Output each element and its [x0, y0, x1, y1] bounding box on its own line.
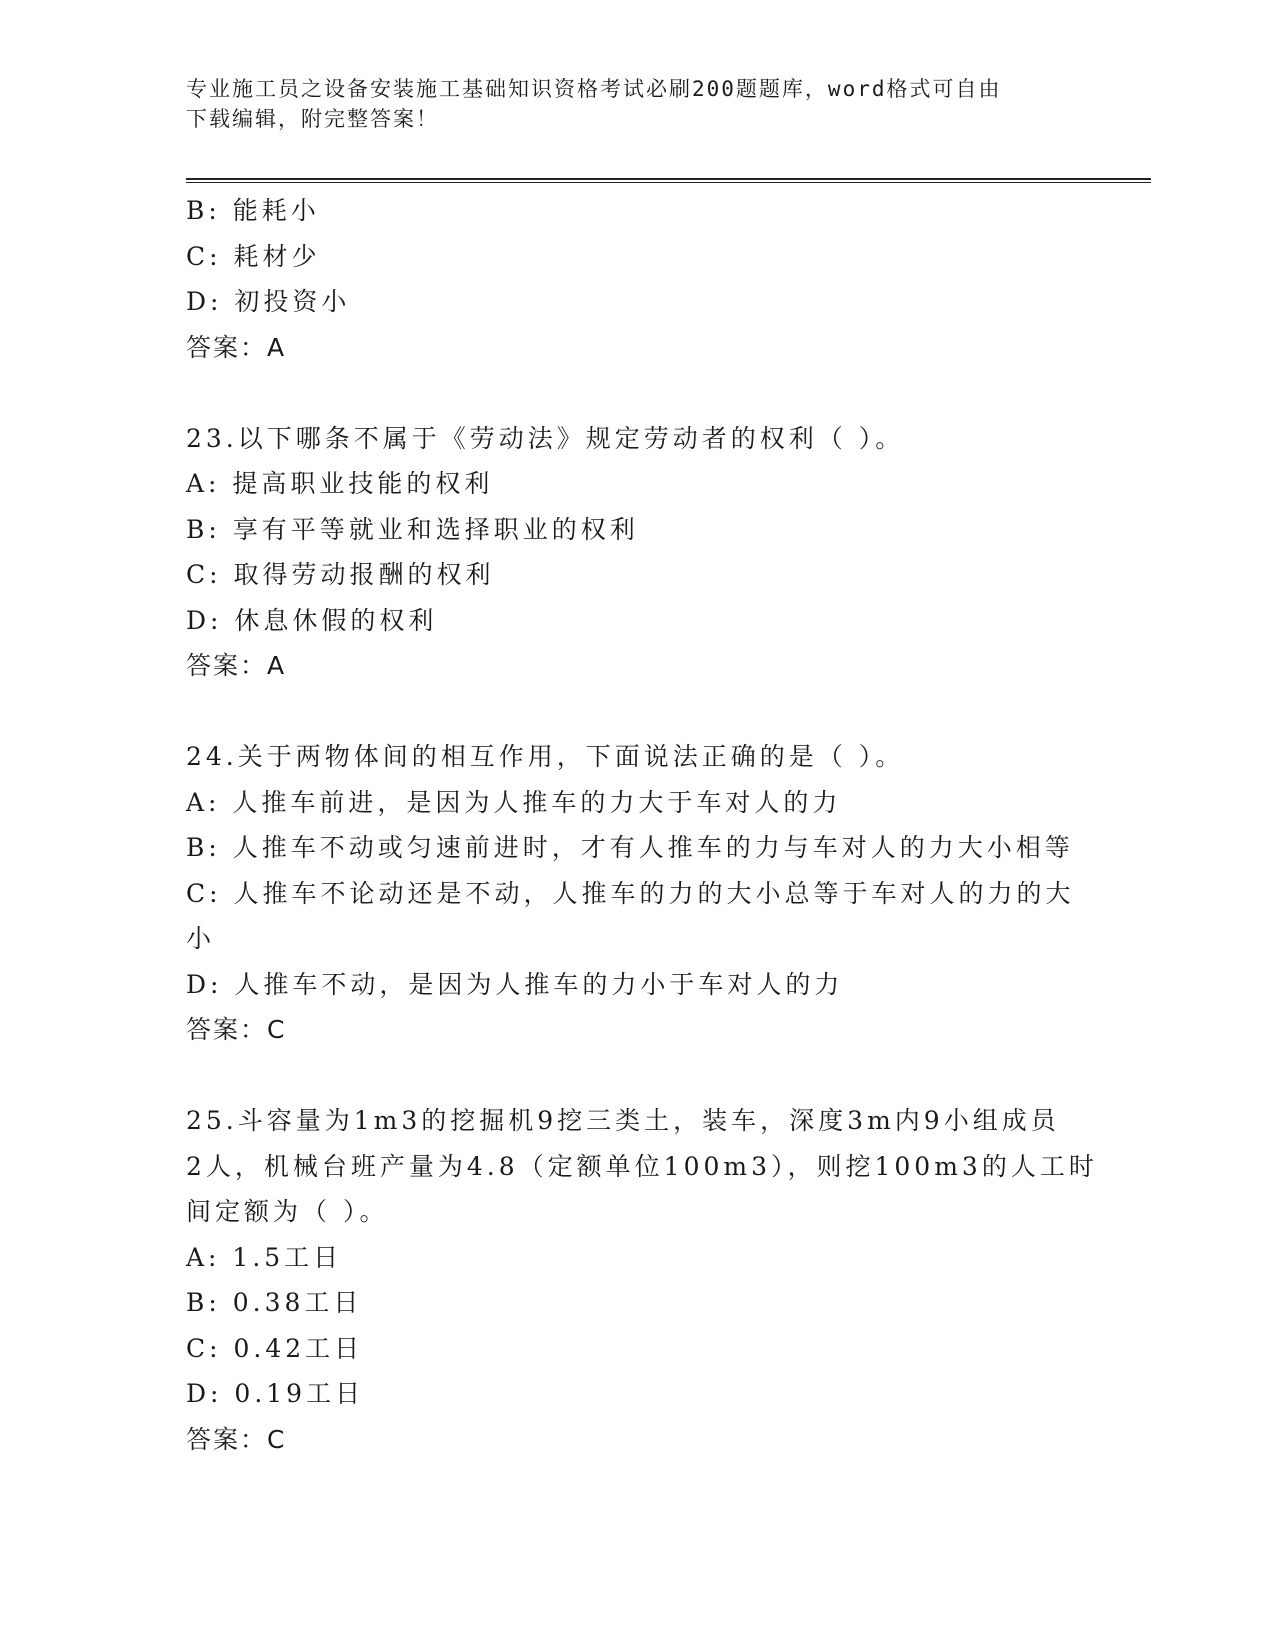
- question-text-line-2: 2人，机械台班产量为4.8（定额单位100m3），则挖100m3的人工时: [186, 1151, 1098, 1181]
- option-d: D: 人推车不动，是因为人推车的力小于车对人的力: [186, 969, 844, 999]
- option-c-line-2: 小: [186, 924, 216, 953]
- answer: 答案：C: [186, 1015, 287, 1044]
- answer: 答案：A: [186, 332, 287, 362]
- spacer: [186, 370, 1086, 416]
- option-c-line-1: C: 人推车不论动还是不动，人推车的力的大小总等于车对人的力的大: [186, 878, 1075, 908]
- question-23: [186, 416, 1086, 689]
- document-header: [186, 74, 1066, 134]
- question-24: [186, 734, 1086, 1053]
- option-a: A: 人推车前进，是因为人推车的力大于车对人的力: [186, 787, 842, 817]
- option-c: C: 0.42工日: [186, 1333, 364, 1363]
- option-d: D: 休息休假的权利: [186, 605, 438, 635]
- question-text-line-3: 间定额为（ ）。: [186, 1197, 389, 1226]
- option-b: B: 能耗小: [186, 196, 320, 225]
- question-content: [186, 188, 1098, 1462]
- question-text: 24.关于两物体间的相互作用，下面说法正确的是（ ）。: [186, 742, 905, 771]
- answer: 答案：C: [186, 1424, 287, 1454]
- option-b: B: 0.38工日: [186, 1288, 363, 1317]
- spacer: [186, 689, 1086, 735]
- header-line-1: 专业施工员之设备安装施工基础知识资格考试必刷200题题库，word格式可自由: [186, 77, 1002, 101]
- option-b: B: 人推车不动或匀速前进时，才有人推车的力与车对人的力大小相等: [186, 833, 1074, 862]
- option-a: A: 提高职业技能的权利: [186, 469, 494, 498]
- option-c: C: 耗材少: [186, 241, 321, 271]
- option-d: D: 初投资小: [186, 287, 351, 316]
- option-c: C: 取得劳动报酬的权利: [186, 560, 495, 589]
- header-line-2: 下载编辑，附完整答案！: [186, 107, 439, 131]
- option-d: D: 0.19工日: [186, 1379, 365, 1408]
- question-text-line-1: 25.斗容量为1m3的挖掘机9挖三类土，装车，深度3m内9小组成员: [186, 1106, 1060, 1135]
- question-25: [186, 1098, 1098, 1462]
- question-22-tail: [186, 188, 1086, 370]
- header-divider: [186, 178, 1151, 183]
- answer: 答案：A: [186, 651, 287, 680]
- question-text: 23.以下哪条不属于《劳动法》规定劳动者的权利（ ）。: [186, 423, 905, 453]
- spacer: [186, 1053, 1086, 1099]
- option-a: A: 1.5工日: [186, 1242, 343, 1272]
- option-b: B: 享有平等就业和选择职业的权利: [186, 514, 639, 544]
